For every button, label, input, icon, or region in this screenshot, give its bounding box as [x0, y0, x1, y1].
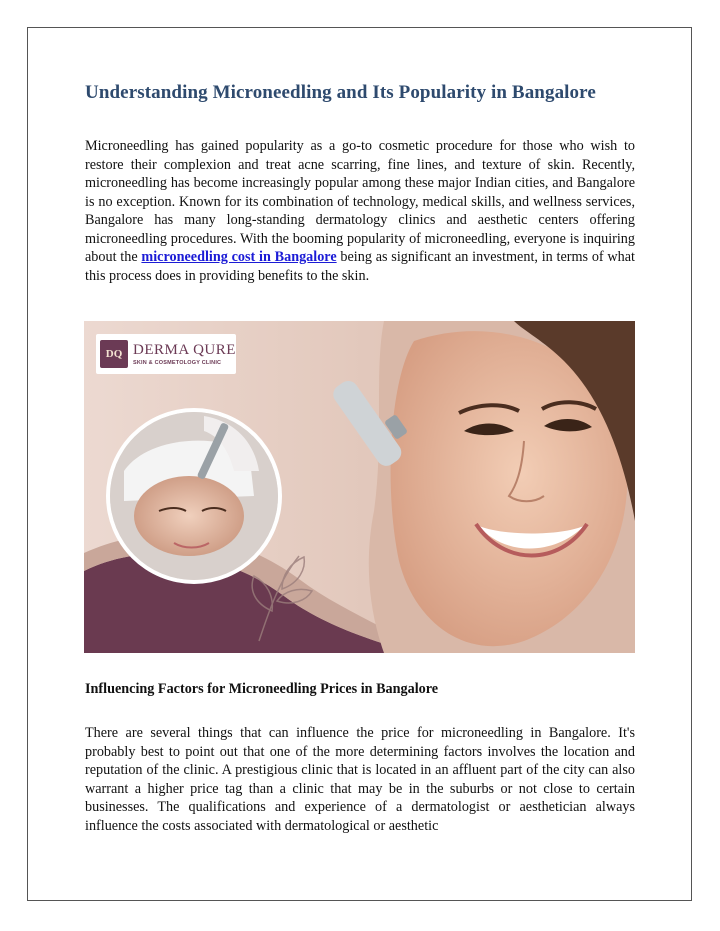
section-heading: Influencing Factors for Microneedling Prices in Bangalore	[85, 681, 439, 697]
microneedling-cost-link[interactable]: microneedling cost in Bangalore	[141, 249, 337, 265]
intro-paragraph-container	[85, 137, 635, 285]
logo-mark-icon: DQ	[100, 340, 128, 368]
intro-text-after-link: being as significant an investment, in terms of what this process does in providing benefits to the skin.	[85, 249, 635, 284]
logo-name: DERMA QURE	[133, 342, 236, 358]
clinic-logo	[96, 334, 236, 374]
section-paragraph-container	[85, 724, 635, 835]
document-title: Understanding Microneedling and Its Popularity in Bangalore	[85, 82, 596, 103]
section-paragraph: There are several things that can influence the price for microneedling in Bangalore. It's probably best to point out that one of the more determining factors involves the location and reputation of the clinic. A prestigious clinic that is located in an affluent part of the city can also warrant a higher price tag than a clinic that may be in the suburbs or not close to certain businesses. The qualifications and experience of a dermatologist or aesthetician always influence the costs associated with dermatological or aesthetic	[85, 725, 635, 834]
intro-paragraph	[85, 137, 635, 285]
logo-subtitle: SKIN & COSMETOLOGY CLINIC	[133, 360, 222, 366]
intro-text-before-link: Microneedling has gained popularity as a go-to cosmetic procedure for those who wish to restore their complexion and treat acne scarring, fine lines, and texture of skin. Recently, microneedling has become increasingly popular among these major Indian cities, and Bangalore is no exception. Known for its combination of technology, medical skills, and wellness services, Bangalore has many long-standing dermatology clinics and aesthetic centers offering microneedling procedures. With the booming popularity of microneedling, everyone is inquiring about the	[85, 138, 635, 265]
hero-image	[84, 321, 635, 653]
